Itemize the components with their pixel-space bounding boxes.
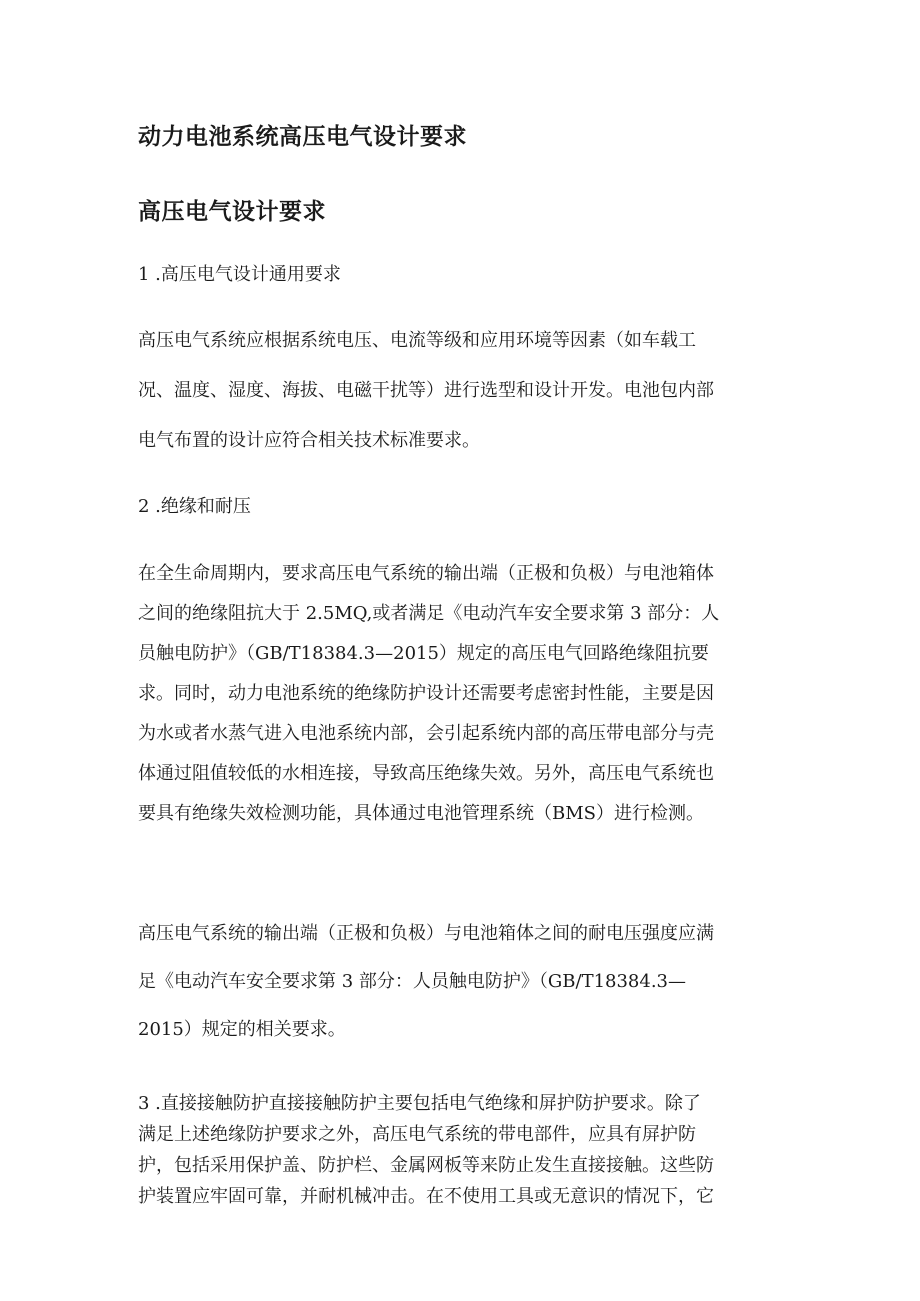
paragraph-line: 高压电气系统的输出端（正极和负极）与电池箱体之间的耐电压强度应满: [138, 923, 714, 944]
document-subtitle: 高压电气设计要求: [138, 198, 326, 225]
section-1-heading: 1 .高压电气设计通用要求: [138, 264, 341, 285]
paragraph-line: 高压电气系统应根据系统电压、电流等级和应用环境等因素（如车载工: [138, 330, 696, 351]
section-3-paragraph: [138, 1089, 783, 1213]
paragraph-line: 在全生命周期内，要求高压电气系统的输出端（正极和负极）与电池箱体: [138, 563, 714, 584]
paragraph-line: 要具有绝缘失效检测功能，具体通过电池管理系统（BMS）进行检测。: [138, 803, 704, 824]
paragraph-line: 为水或者水蒸气进入电池系统内部，会引起系统内部的高压带电部分与壳: [138, 723, 714, 744]
paragraph-line: 2015）规定的相关要求。: [138, 1019, 346, 1040]
paragraph-line: 护，包括采用保护盖、防护栏、金属网板等来防止发生直接接触。这些防: [138, 1155, 714, 1176]
paragraph-line: 之间的绝缘阻抗大于 2.5MQ,或者满足《电动汽车安全要求第 3 部分：人: [138, 603, 720, 624]
section-1-paragraph: [138, 322, 783, 472]
section-2-heading: 2 .绝缘和耐压: [138, 496, 251, 517]
section-2-paragraph-2: [138, 915, 783, 1059]
paragraph-line: 体通过阻值较低的水相连接，导致高压绝缘失效。另外，高压电气系统也: [138, 763, 714, 784]
document-title: 动力电池系统高压电气设计要求: [138, 123, 467, 150]
paragraph-line: 员触电防护》（GB/T18384.3—2015）规定的高压电气回路绝缘阻抗要: [138, 643, 709, 664]
paragraph-line: 足《电动汽车安全要求第 3 部分：人员触电防护》（GB/T18384.3—: [138, 971, 687, 992]
paragraph-line: 电气布置的设计应符合相关技术标准要求。: [138, 430, 480, 451]
paragraph-line: 况、温度、湿度、海拔、电磁干扰等）进行选型和设计开发。电池包内部: [138, 380, 714, 401]
section-2-paragraph-1: [138, 555, 783, 835]
paragraph-line: 3 .直接接触防护直接接触防护主要包括电气绝缘和屏护防护要求。除了: [138, 1093, 701, 1114]
paragraph-line: 求。同时，动力电池系统的绝缘防护设计还需要考虑密封性能，主要是因: [138, 683, 714, 704]
paragraph-line: 护装置应牢固可靠，并耐机械冲击。在不使用工具或无意识的情况下，它: [138, 1186, 714, 1207]
paragraph-line: 满足上述绝缘防护要求之外，高压电气系统的带电部件，应具有屏护防: [138, 1124, 696, 1145]
